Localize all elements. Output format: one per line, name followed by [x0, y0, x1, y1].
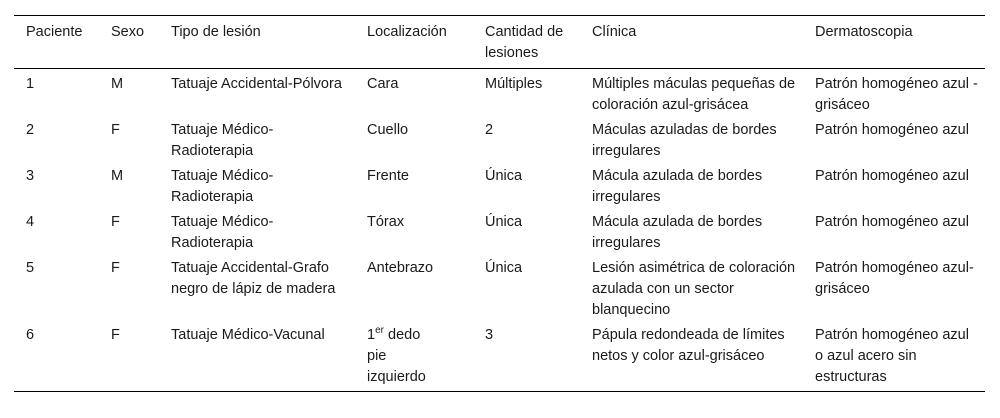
header-dermatoscopia: Dermatoscopia [815, 24, 913, 40]
table-header-row [14, 16, 985, 69]
cell-paciente: 3 [26, 168, 35, 184]
cell-sexo: F [111, 327, 120, 343]
header-clinica: Clínica [592, 24, 637, 40]
cell-sexo: F [111, 260, 120, 276]
cell-sexo: F [111, 214, 120, 230]
cell-cantidad: 2 [485, 122, 494, 138]
cell-paciente: 6 [26, 327, 35, 343]
cell-tipo: Tatuaje Médico-Radioterapia [171, 122, 274, 159]
cell-cantidad: Única [485, 260, 523, 276]
localizacion-text-pie: pie [367, 348, 387, 364]
header-localizacion: Localización [367, 24, 447, 40]
cell-dermatoscopia: Patrón homogéneo azul -grisáceo [815, 76, 978, 113]
localizacion-line-1 [367, 325, 467, 346]
cell-cantidad: 3 [485, 327, 494, 343]
cell-tipo: Tatuaje Accidental-Grafo negro de lápiz de madera [171, 260, 336, 297]
cell-localizacion: Tórax [367, 214, 405, 230]
cell-dermatoscopia: Patrón homogéneo azul [815, 168, 969, 184]
lesions-table [14, 15, 985, 392]
cell-clinica: Pápula redondeada de límites netos y color azul-grisáceo [592, 327, 785, 364]
table-row [14, 208, 985, 254]
cell-clinica: Mácula azulada de bordes irregulares [592, 168, 763, 205]
localizacion-text-izquierdo: izquierdo [367, 369, 426, 385]
table-row [14, 69, 985, 117]
table-row [14, 321, 985, 392]
table-row [14, 254, 985, 321]
lesions-table-container [14, 15, 985, 392]
cell-cantidad: Múltiples [485, 76, 543, 92]
table-row [14, 162, 985, 208]
cell-dermatoscopia: Patrón homogéneo azul [815, 214, 969, 230]
cell-dermatoscopia: Patrón homogéneo azul [815, 122, 969, 138]
localizacion-text-dedo: dedo [383, 327, 421, 343]
cell-clinica: Múltiples máculas pequeñas de coloración azul-grisácea [592, 76, 796, 113]
cell-tipo: Tatuaje Médico-Radioterapia [171, 168, 274, 205]
cell-dermatoscopia: Patrón homogéneo azul o azul acero sin estructuras [815, 327, 969, 385]
cell-sexo: M [111, 168, 124, 184]
cell-dermatoscopia: Patrón homogéneo azul-grisáceo [815, 260, 974, 297]
cell-localizacion: Frente [367, 168, 409, 184]
cell-paciente: 5 [26, 260, 35, 276]
cell-tipo: Tatuaje Médico-Radioterapia [171, 214, 274, 251]
cell-cantidad: Única [485, 168, 523, 184]
header-tipo-de-lesion: Tipo de lesión [171, 24, 261, 40]
cell-localizacion: Cuello [367, 122, 409, 138]
cell-localizacion [355, 321, 473, 392]
header-sexo: Sexo [111, 24, 145, 40]
cell-paciente: 2 [26, 122, 35, 138]
cell-cantidad: Única [485, 214, 523, 230]
header-paciente: Paciente [26, 24, 83, 40]
cell-clinica: Mácula azulada de bordes irregulares [592, 214, 763, 251]
cell-clinica: Lesión asimétrica de coloración azulada con un sector blanquecino [592, 260, 796, 318]
cell-tipo: Tatuaje Médico-Vacunal [171, 327, 325, 343]
cell-localizacion: Cara [367, 76, 399, 92]
localizacion-ordinal-number: 1 [367, 327, 376, 343]
header-cantidad-de-lesiones: Cantidad de lesiones [485, 24, 564, 61]
cell-tipo: Tatuaje Accidental-Pólvora [171, 76, 342, 92]
cell-clinica: Máculas azuladas de bordes irregulares [592, 122, 777, 159]
cell-sexo: F [111, 122, 120, 138]
localizacion-ordinal-suffix: er [375, 325, 384, 337]
cell-localizacion: Antebrazo [367, 260, 434, 276]
cell-paciente: 4 [26, 214, 35, 230]
cell-paciente: 1 [26, 76, 35, 92]
cell-sexo: M [111, 76, 124, 92]
table-row [14, 116, 985, 162]
